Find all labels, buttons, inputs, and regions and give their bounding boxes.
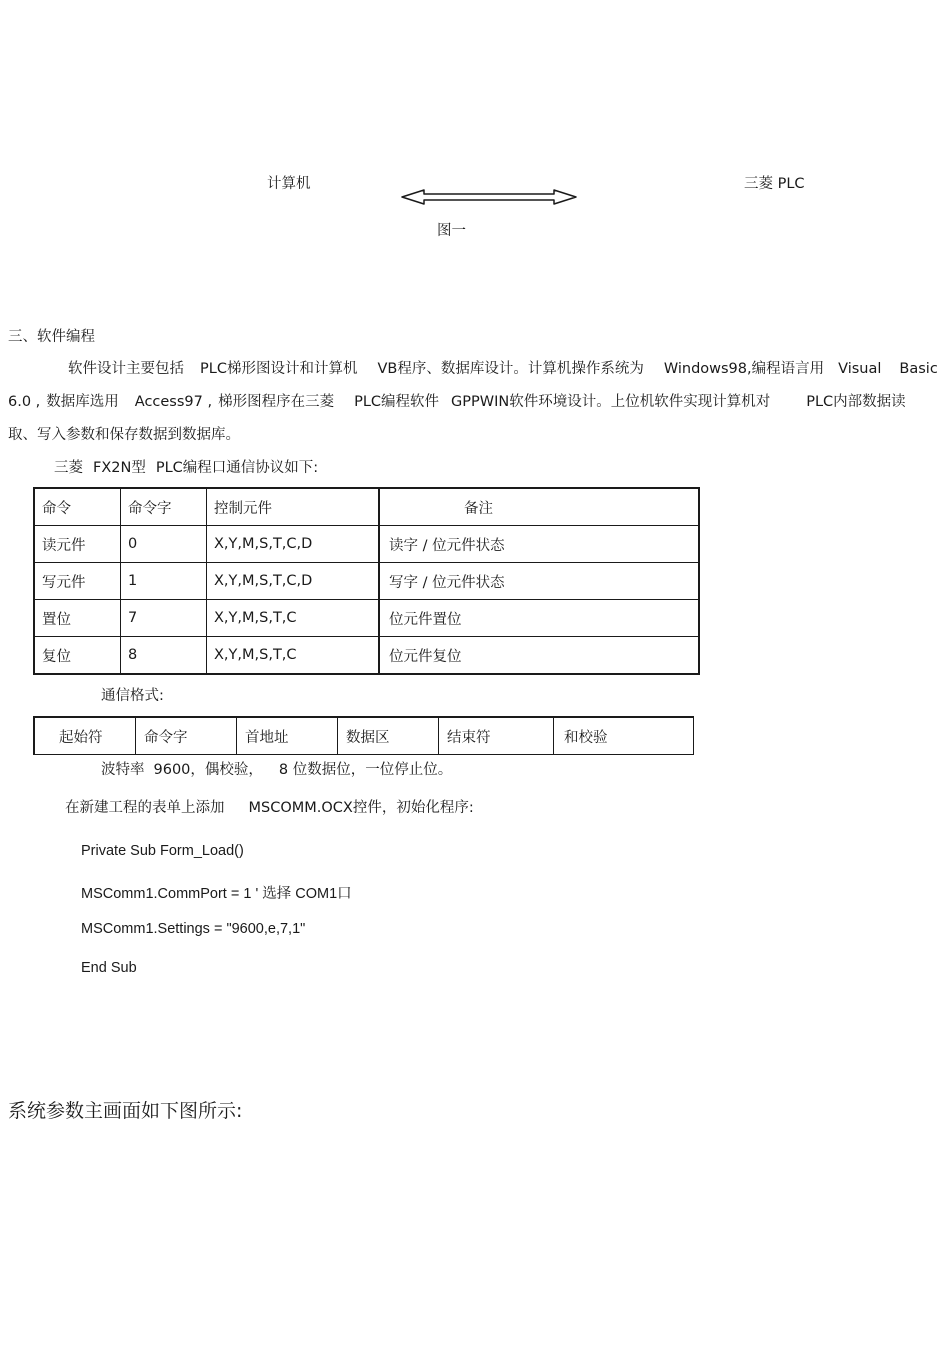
table-cell: 读字 / 位元件状态: [379, 526, 699, 563]
text-run: PLC编程口通信协议如下:: [155, 460, 319, 476]
text-run: GPPWIN软件环境设计。上位机软件实现计算机对: [451, 394, 771, 410]
table-cell: 写元件: [34, 563, 121, 600]
format-table: [33, 716, 694, 755]
table-cell: 结束符: [439, 717, 554, 755]
table-cell: 置位: [34, 600, 121, 637]
table-cell: X,Y,M,S,T,C,D: [207, 563, 380, 600]
text-run: 梯形图程序在三菱: [218, 394, 335, 410]
computer-label: 计算机: [267, 176, 311, 192]
text-run: Basic: [899, 361, 938, 377]
figure-caption: 图一: [437, 223, 466, 239]
text-run: Visual: [838, 361, 882, 377]
text-run: VB程序、数据库设计。计算机操作系统为: [377, 361, 644, 377]
init-intro: [65, 796, 474, 817]
text-run: 8 位数据位，一位停止位。: [278, 762, 453, 778]
table-row: [34, 717, 694, 755]
section-heading: 三、软件编程: [8, 329, 95, 345]
table-cell: 8: [121, 637, 207, 675]
code-line-3: MSComm1.Settings = "9600,e,7,1": [81, 921, 306, 937]
paragraph-line-2: [8, 390, 906, 411]
table-cell: 7: [121, 600, 207, 637]
protocol-intro: [54, 456, 318, 477]
header-cell: 命令字: [121, 488, 207, 526]
table-row: [34, 563, 699, 600]
text-run: 软件设计主要包括: [68, 361, 184, 377]
format-label: 通信格式:: [101, 688, 164, 704]
table-cell: 位元件置位: [379, 600, 699, 637]
table-cell: 复位: [34, 637, 121, 675]
text-run: PLC梯形图设计和计算机: [200, 361, 358, 377]
table-cell: 1: [121, 563, 207, 600]
baud-line: [101, 758, 452, 779]
text-run: PLC内部数据读: [806, 394, 906, 410]
table-cell: X,Y,M,S,T,C,D: [207, 526, 380, 563]
table-cell: 数据区: [338, 717, 439, 755]
table-cell: 命令字: [136, 717, 237, 755]
plc-label: 三菱 PLC: [744, 176, 805, 192]
text-run: 在新建工程的表单上添加: [65, 800, 225, 816]
code-line-1: Private Sub Form_Load(): [81, 843, 244, 859]
text-run: 数据库选用: [46, 394, 119, 410]
table-cell: X,Y,M,S,T,C: [207, 637, 380, 675]
text-run: PLC编程软件: [354, 394, 440, 410]
text-run: 6.0 ,: [8, 394, 41, 410]
table-cell: 位元件复位: [379, 637, 699, 675]
command-table: [33, 487, 700, 675]
paragraph-line-1: [68, 357, 936, 378]
table-row: [34, 600, 699, 637]
text-run: 9600，偶校验，: [153, 762, 263, 778]
table-cell: 起始符: [34, 717, 136, 755]
text-run: 波特率: [101, 762, 145, 778]
table-cell: 首地址: [237, 717, 338, 755]
text-run: Access97 ,: [134, 394, 213, 410]
code-line-2: MSComm1.CommPort = 1 ' 选择 COM1口: [81, 886, 352, 902]
double-arrow-icon: [400, 188, 578, 206]
text-run: 控件，初始化程序:: [352, 800, 474, 816]
table-cell: 写字 / 位元件状态: [379, 563, 699, 600]
code-line-4: End Sub: [81, 960, 137, 976]
header-cell: 控制元件: [207, 488, 380, 526]
table-row: [34, 526, 699, 563]
table-cell: 读元件: [34, 526, 121, 563]
table-cell: 0: [121, 526, 207, 563]
text-run: FX2N型: [93, 460, 146, 476]
footer-text: 系统参数主画面如下图所示:: [8, 1100, 243, 1122]
table-cell: 和校验: [554, 717, 694, 755]
text-run: 三菱: [54, 460, 83, 476]
table-cell: X,Y,M,S,T,C: [207, 600, 380, 637]
header-cell: 命令: [34, 488, 121, 526]
text-run: Windows98,编程语言用: [663, 361, 825, 377]
table-header-row: [34, 488, 699, 526]
table-row: [34, 637, 699, 675]
paragraph-line-3: 取、写入参数和保存数据到数据库。: [8, 427, 240, 443]
header-cell: 备注: [379, 488, 699, 526]
text-run: MSCOMM.OCX: [248, 800, 353, 816]
